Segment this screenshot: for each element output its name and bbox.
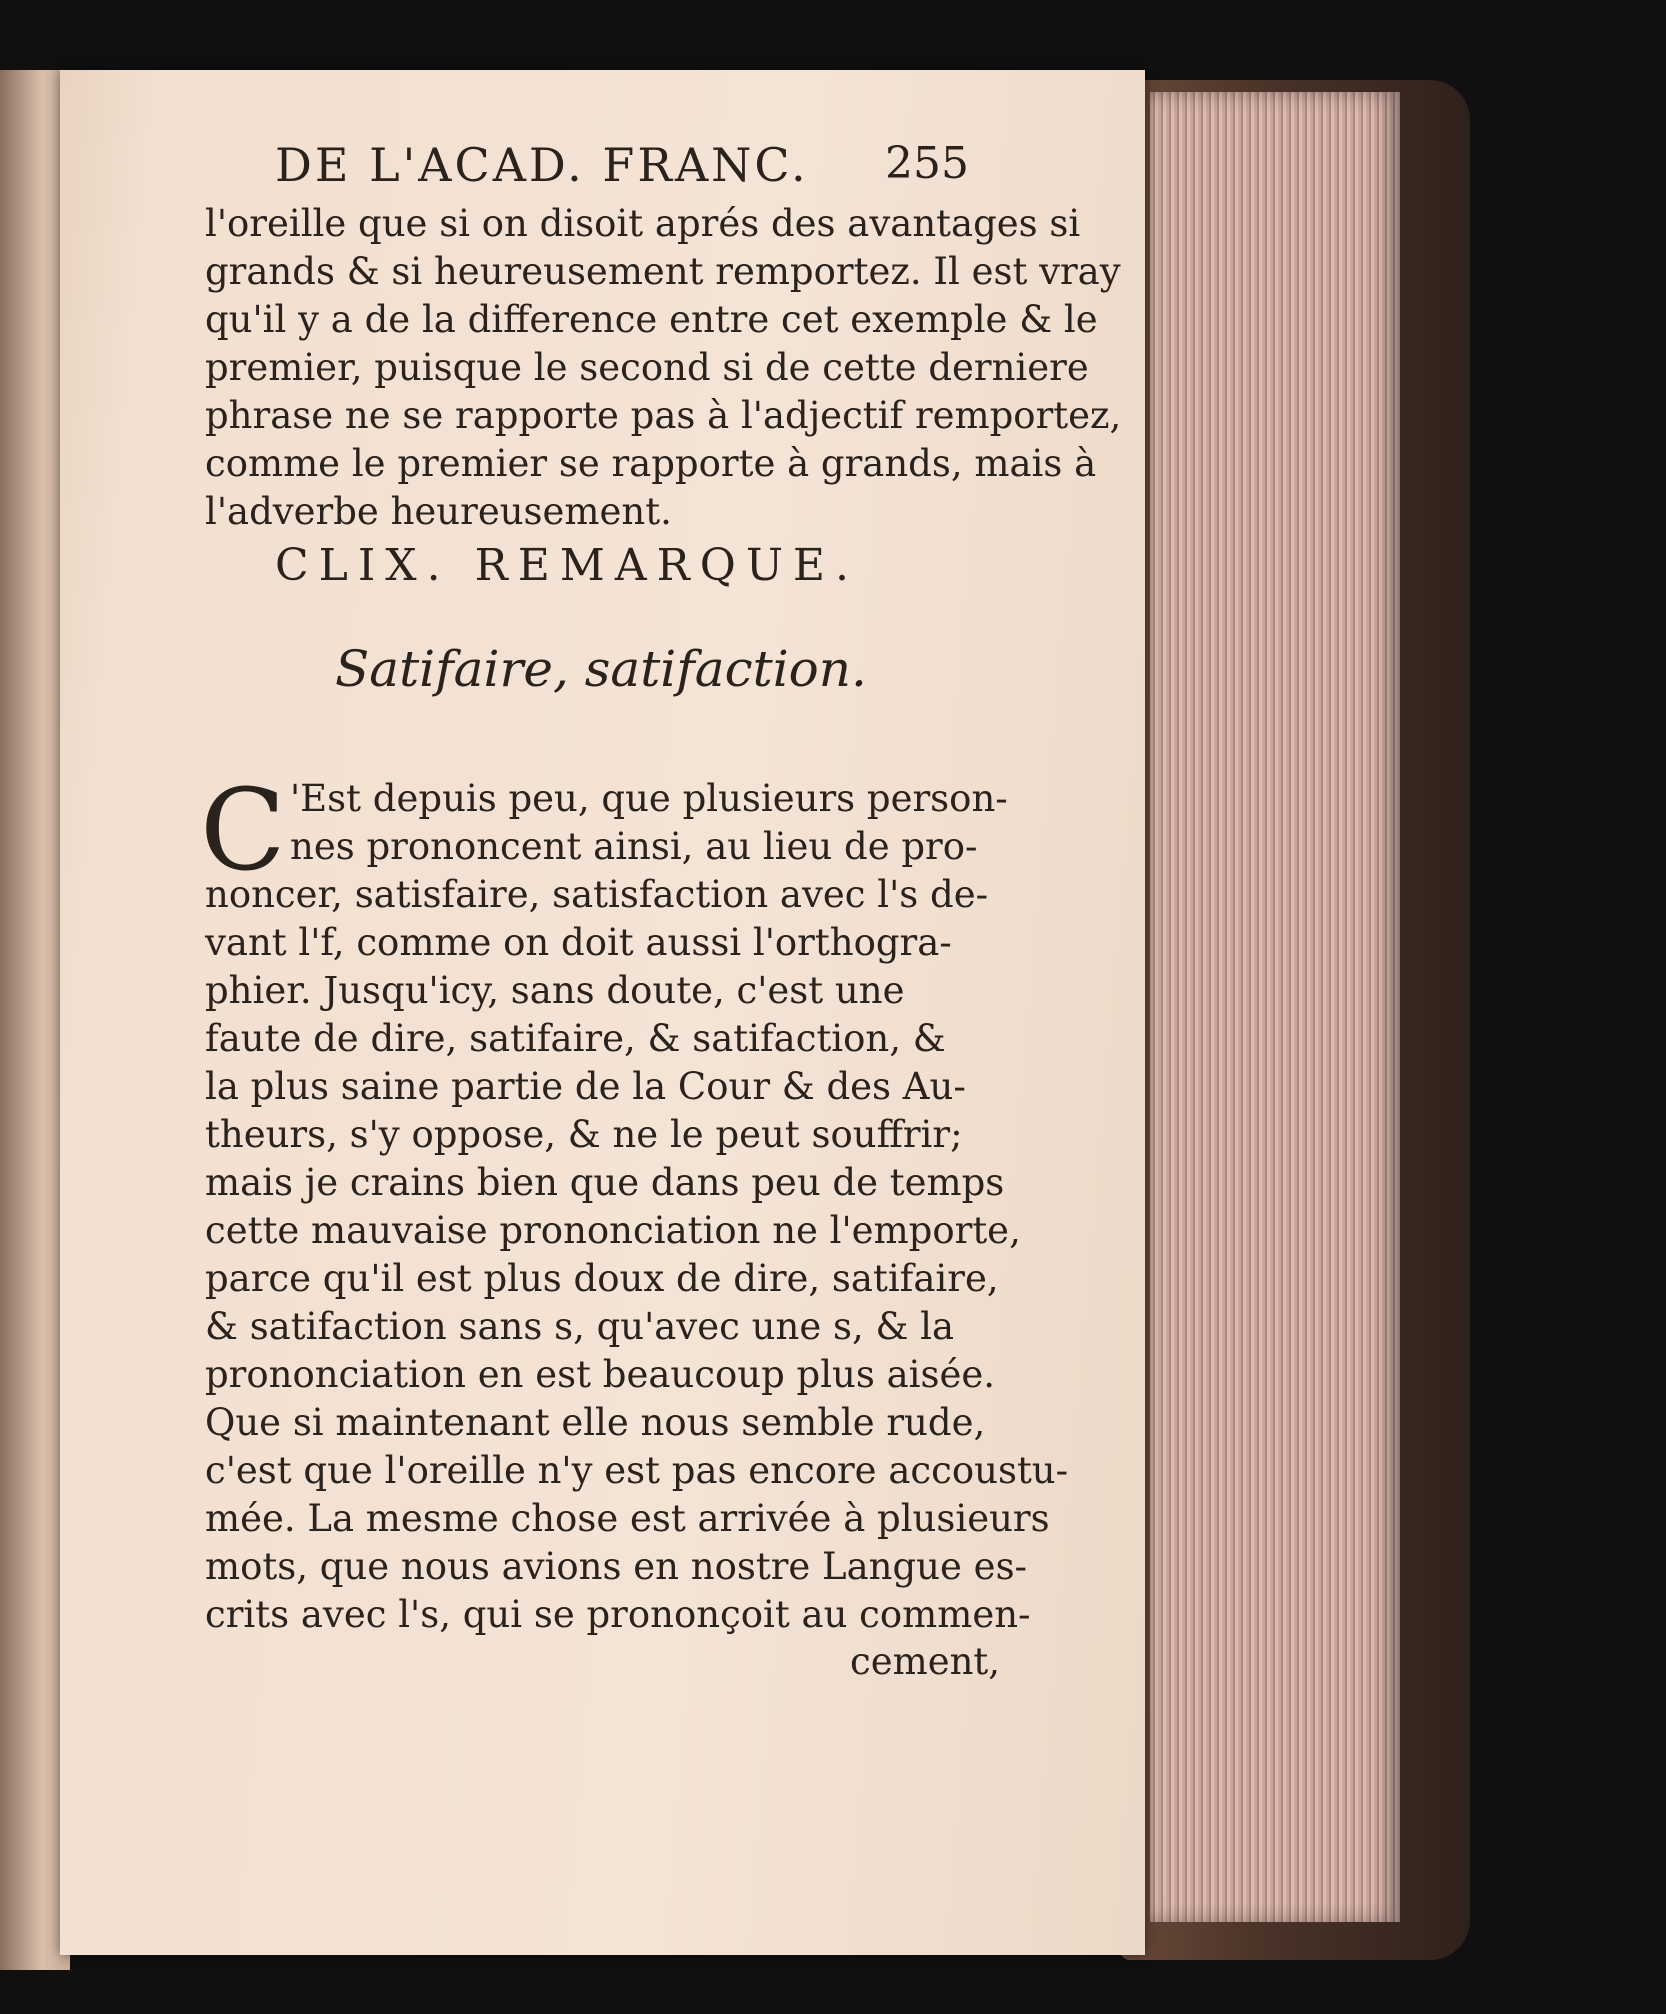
text-line: qu'il y a de la difference entre cet exemple & le	[205, 298, 1098, 341]
text-line: premier, puisque le second si de cette derniere	[205, 346, 1089, 389]
catchword: cement,	[850, 1640, 1001, 1683]
body-line: mais je crains bien que dans peu de temps	[205, 1161, 1005, 1204]
body-line: theurs, s'y oppose, & ne le peut souffrir;	[205, 1113, 963, 1156]
body-line: c'est que l'oreille n'y est pas encore accoustu-	[205, 1449, 1069, 1492]
body-line: prononciation en est beaucoup plus aisée.	[205, 1353, 996, 1396]
entry-title: Satifaire, satifaction.	[335, 640, 867, 698]
text-line: l'adverbe heureusement.	[205, 490, 672, 533]
book-page	[60, 70, 1145, 1955]
text-line: grands & si heureusement remportez. Il est vray	[205, 250, 1121, 293]
body-line: 'Est depuis peu, que plusieurs person-	[290, 777, 1008, 820]
body-line: mots, que nous avions en nostre Langue es-	[205, 1545, 1028, 1588]
page-block-fore-edge	[1150, 92, 1400, 1922]
body-line: crits avec l's, qui se prononçoit au commen-	[205, 1593, 1031, 1636]
text-line: comme le premier se rapporte à grands, mais à	[205, 442, 1097, 485]
body-line: & satifaction sans s, qu'avec une s, & la	[205, 1305, 955, 1348]
body-line: phier. Jusqu'icy, sans doute, c'est une	[205, 969, 905, 1012]
body-line: la plus saine partie de la Cour & des Au-	[205, 1065, 966, 1108]
text-line: phrase ne se rapporte pas à l'adjectif remportez,	[205, 394, 1122, 437]
body-line: cette mauvaise prononciation ne l'emporte,	[205, 1209, 1021, 1252]
body-line: nes prononcent ainsi, au lieu de pro-	[290, 825, 978, 868]
text-line: l'oreille que si on disoit aprés des avantages si	[205, 202, 1081, 245]
drop-cap: C	[200, 766, 286, 896]
body-line: faute de dire, satifaire, & satifaction, &	[205, 1017, 946, 1060]
page-number: 255	[885, 138, 969, 189]
body-line: noncer, satisfaire, satisfaction avec l's de-	[205, 873, 989, 916]
body-line: vant l'f, comme on doit aussi l'orthogra-	[205, 921, 952, 964]
body-line: Que si maintenant elle nous semble rude,	[205, 1401, 986, 1444]
running-head: DE L'ACAD. FRANC.	[275, 138, 809, 192]
body-line: parce qu'il est plus doux de dire, satifaire,	[205, 1257, 999, 1300]
section-heading: CLIX. REMARQUE.	[275, 540, 860, 591]
body-line: mée. La mesme chose est arrivée à plusieurs	[205, 1497, 1050, 1540]
